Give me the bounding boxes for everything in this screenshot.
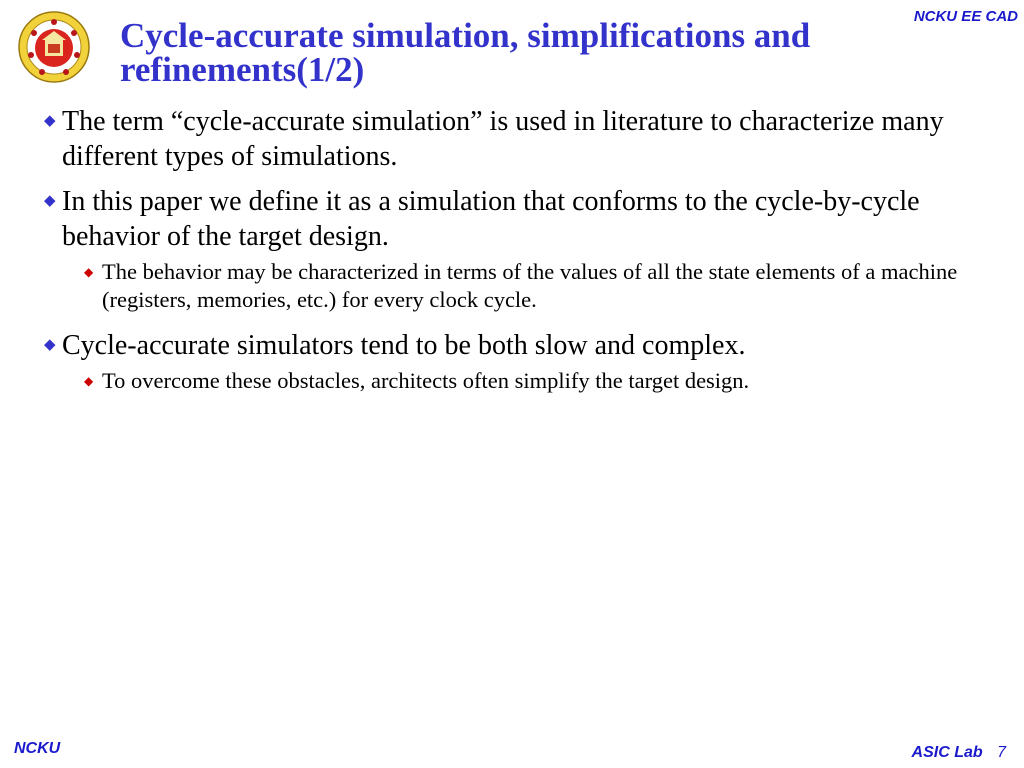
bullet-item [44, 184, 1004, 254]
footer-right [912, 744, 1006, 762]
page-number: 7 [997, 744, 1006, 761]
footer-left-label: NCKU [14, 740, 61, 757]
ncku-seal-logo [18, 11, 90, 83]
sub-bullet-text: To overcome these obstacles, architects often simplify the target design. [102, 368, 750, 393]
header-corner-label: NCKU EE CAD [913, 8, 1018, 25]
bullet-text: The term “cycle-accurate simulation” is used in literature to characterize many different types of simulations. [62, 106, 944, 172]
sub-bullet-text: The behavior may be characterized in terms of the values of all the state elements of a machine (registers, memories, etc.) for every clock cycle. [102, 259, 958, 312]
slide-title: Cycle-accurate simulation, simplifications and refinements(1/2) [120, 16, 811, 89]
sub-bullet-item [84, 367, 1004, 395]
diamond-bullet-icon: ◆ [44, 193, 56, 209]
bullet-item [44, 328, 1004, 363]
bullet-text: Cycle-accurate simulators tend to be both slow and complex. [62, 330, 746, 361]
diamond-bullet-icon: ◆ [44, 337, 56, 353]
bullet-item [44, 104, 1004, 174]
bullet-text: In this paper we define it as a simulation that conforms to the cycle-by-cycle behavior of the target design. [62, 186, 920, 252]
diamond-bullet-icon: ◆ [44, 113, 56, 129]
footer-lab-label: ASIC Lab [911, 744, 983, 761]
sub-bullet-item [84, 258, 1004, 314]
diamond-bullet-icon: ◆ [84, 265, 94, 279]
bullet-list [44, 104, 1004, 409]
diamond-bullet-icon: ◆ [84, 374, 94, 388]
